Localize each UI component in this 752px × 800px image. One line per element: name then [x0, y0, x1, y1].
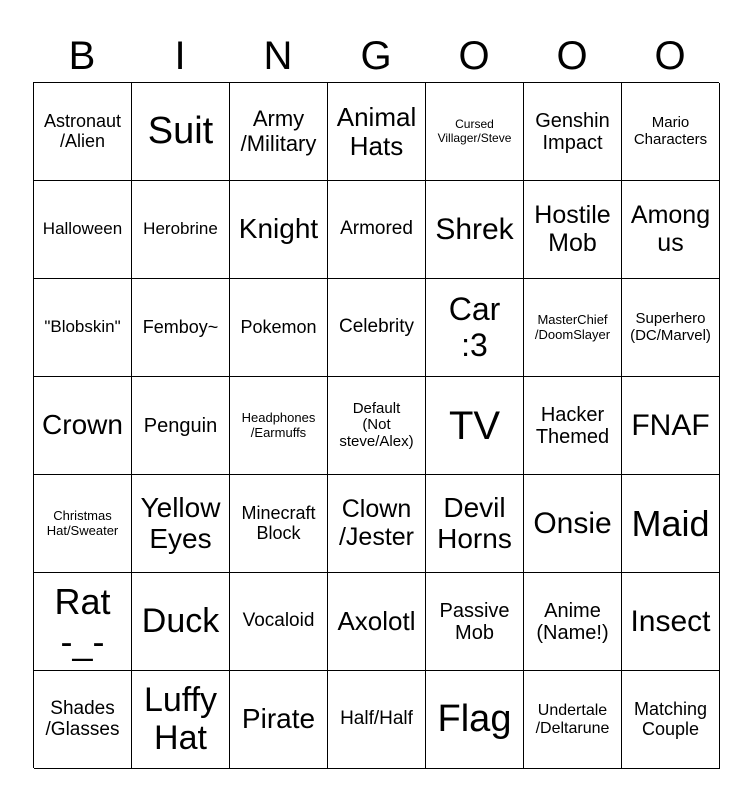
- bingo-cell[interactable]: Shades /Glasses: [34, 671, 132, 769]
- bingo-board: [33, 82, 719, 768]
- bingo-cell[interactable]: Flag: [426, 671, 524, 769]
- bingo-cell[interactable]: Axolotl: [328, 573, 426, 671]
- bingo-cell[interactable]: FNAF: [622, 377, 720, 475]
- bingo-cell[interactable]: "Blobskin": [34, 279, 132, 377]
- bingo-cell[interactable]: Hacker Themed: [524, 377, 622, 475]
- bingo-cell[interactable]: Onsie: [524, 475, 622, 573]
- bingo-cell[interactable]: Knight: [230, 181, 328, 279]
- bingo-cell[interactable]: Animal Hats: [328, 83, 426, 181]
- bingo-cell[interactable]: Half/Half: [328, 671, 426, 769]
- bingo-cell[interactable]: Clown /Jester: [328, 475, 426, 573]
- bingo-cell[interactable]: Luffy Hat: [132, 671, 230, 769]
- bingo-cell[interactable]: Femboy~: [132, 279, 230, 377]
- bingo-cell[interactable]: Insect: [622, 573, 720, 671]
- bingo-cell[interactable]: Shrek: [426, 181, 524, 279]
- header-letter: O: [556, 34, 588, 78]
- bingo-cell[interactable]: Anime (Name!): [524, 573, 622, 671]
- header-letter: B: [68, 34, 96, 78]
- bingo-cell[interactable]: Superhero (DC/Marvel): [622, 279, 720, 377]
- header-letter: I: [174, 34, 186, 78]
- header-letter: G: [360, 34, 392, 78]
- header-letter: O: [654, 34, 686, 78]
- bingo-cell[interactable]: Vocaloid: [230, 573, 328, 671]
- bingo-cell[interactable]: Genshin Impact: [524, 83, 622, 181]
- bingo-header: [33, 30, 719, 82]
- bingo-cell[interactable]: Car :3: [426, 279, 524, 377]
- bingo-cell[interactable]: Passive Mob: [426, 573, 524, 671]
- bingo-cell[interactable]: Penguin: [132, 377, 230, 475]
- header-letter: N: [263, 34, 293, 78]
- bingo-cell[interactable]: Devil Horns: [426, 475, 524, 573]
- bingo-cell[interactable]: Duck: [132, 573, 230, 671]
- bingo-cell[interactable]: Mario Characters: [622, 83, 720, 181]
- bingo-cell[interactable]: Yellow Eyes: [132, 475, 230, 573]
- bingo-cell[interactable]: Hostile Mob: [524, 181, 622, 279]
- bingo-cell[interactable]: Astronaut /Alien: [34, 83, 132, 181]
- bingo-cell[interactable]: Army /Military: [230, 83, 328, 181]
- bingo-cell[interactable]: Pirate: [230, 671, 328, 769]
- bingo-cell[interactable]: TV: [426, 377, 524, 475]
- header-letter: O: [458, 34, 490, 78]
- bingo-cell[interactable]: Armored: [328, 181, 426, 279]
- bingo-cell[interactable]: Undertale /Deltarune: [524, 671, 622, 769]
- bingo-cell[interactable]: Christmas Hat/Sweater: [34, 475, 132, 573]
- bingo-cell[interactable]: Suit: [132, 83, 230, 181]
- bingo-cell[interactable]: Among us: [622, 181, 720, 279]
- bingo-cell[interactable]: Celebrity: [328, 279, 426, 377]
- bingo-cell[interactable]: MasterChief /DoomSlayer: [524, 279, 622, 377]
- bingo-cell[interactable]: Headphones /Earmuffs: [230, 377, 328, 475]
- bingo-cell[interactable]: Pokemon: [230, 279, 328, 377]
- bingo-cell[interactable]: Halloween: [34, 181, 132, 279]
- bingo-cell[interactable]: Crown: [34, 377, 132, 475]
- bingo-cell[interactable]: Matching Couple: [622, 671, 720, 769]
- bingo-cell[interactable]: Herobrine: [132, 181, 230, 279]
- bingo-cell[interactable]: Rat -_-: [34, 573, 132, 671]
- bingo-cell[interactable]: Minecraft Block: [230, 475, 328, 573]
- bingo-cell[interactable]: Cursed Villager/Steve: [426, 83, 524, 181]
- bingo-cell[interactable]: Default (Not steve/Alex): [328, 377, 426, 475]
- bingo-cell[interactable]: Maid: [622, 475, 720, 573]
